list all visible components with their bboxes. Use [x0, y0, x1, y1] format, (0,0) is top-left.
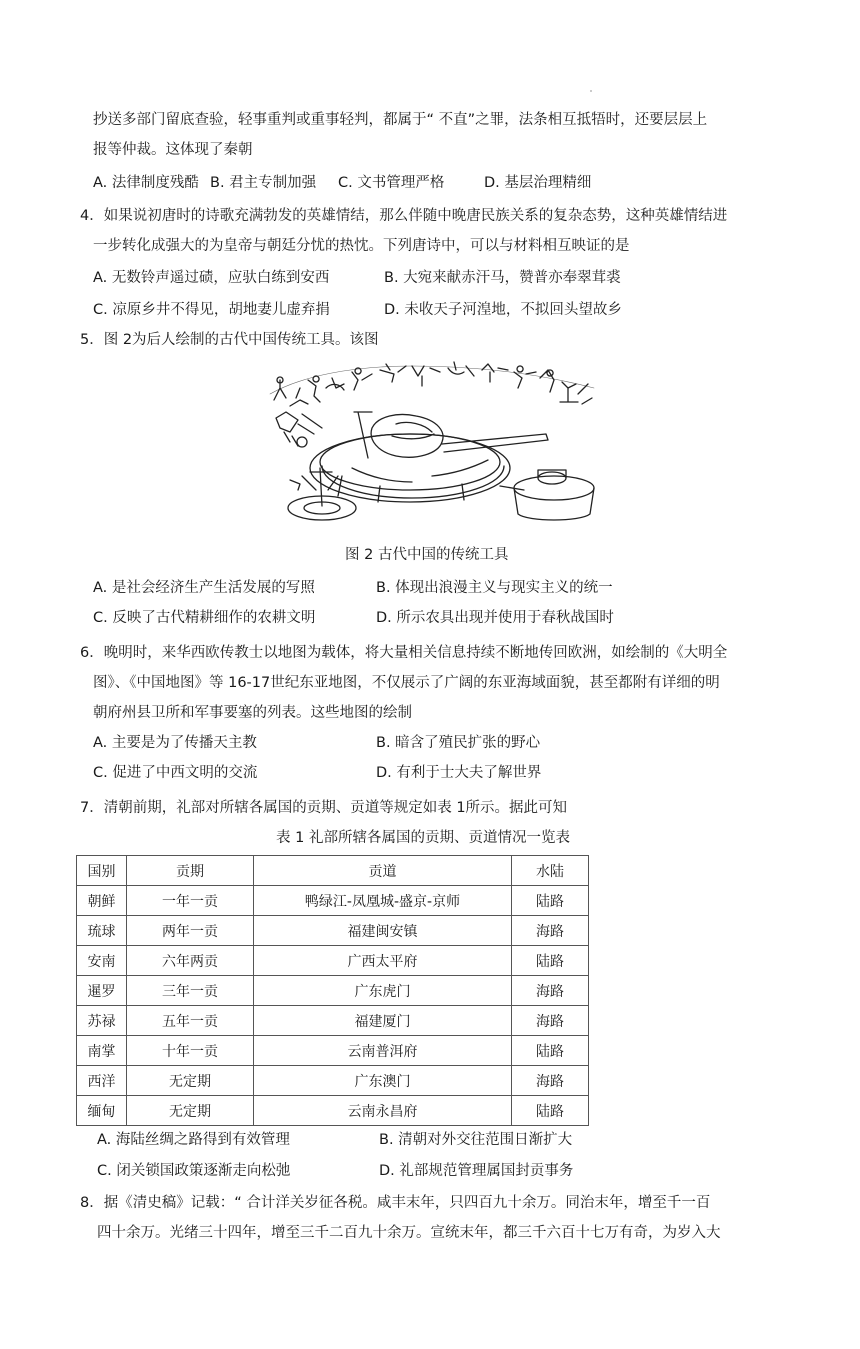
q7-option-d[interactable]: D. 礼部规范管理属国封贡事务	[379, 1163, 574, 1179]
table-cell: 苏禄	[77, 1006, 127, 1036]
table-header: 国别	[77, 856, 127, 886]
table-cell: 两年一贡	[127, 916, 254, 946]
table-header: 贡道	[254, 856, 512, 886]
q6-option-c[interactable]: C. 促进了中西文明的交流	[93, 765, 258, 781]
table-row	[77, 946, 589, 976]
q6-option-a[interactable]: A. 主要是为了传播天主教	[93, 735, 257, 751]
table-row	[77, 1006, 589, 1036]
q7-stem-line1: 7．清朝前期，礼部对所辖各属国的贡期、贡道等规定如表 1所示。据此可知	[80, 800, 568, 816]
q5-stem-line1: 5．图 2为后人绘制的古代中国传统工具。该图	[80, 332, 379, 348]
q5-option-a[interactable]: A. 是社会经济生产生活发展的写照	[93, 580, 315, 596]
table-cell: 陆路	[512, 946, 589, 976]
table-cell: 陆路	[512, 1036, 589, 1066]
q5-option-d[interactable]: D. 所示农具出现并使用于春秋战国时	[376, 610, 614, 626]
table-caption: 表 1 礼部所辖各属国的贡期、贡道情况一览表	[276, 830, 570, 846]
table-cell: 广西太平府	[254, 946, 512, 976]
table-cell: 十年一贡	[127, 1036, 254, 1066]
q6-stem-line3: 朝府州县卫所和军事要塞的列表。这些地图的绘制	[93, 705, 412, 721]
q8-stem-line2: 四十余万。光绪三十四年，增至三千二百九十余万。宣统末年，都三千六百十七万有奇，为岁入大	[97, 1225, 721, 1241]
q4-option-b[interactable]: B. 大宛来献赤汗马，赞普亦奉翠茸裘	[384, 270, 621, 286]
q6-option-d[interactable]: D. 有利于士大夫了解世界	[376, 765, 542, 781]
table-cell: 鸭绿江-凤凰城-盛京-京师	[254, 886, 512, 916]
q3-option-b[interactable]: B. 君主专制加强	[210, 175, 317, 191]
q3-stem-line2: 报等仲裁。这体现了秦朝	[93, 142, 253, 158]
table-cell: 无定期	[127, 1066, 254, 1096]
table-cell: 五年一贡	[127, 1006, 254, 1036]
q3-option-a[interactable]: A. 法律制度残酷	[93, 175, 199, 191]
table-cell: 西洋	[77, 1066, 127, 1096]
q4-option-d[interactable]: D. 未收天子河湟地，不拟回头望故乡	[384, 302, 622, 318]
table-cell: 海路	[512, 1006, 589, 1036]
table-cell: 无定期	[127, 1096, 254, 1126]
q6-option-b[interactable]: B. 暗含了殖民扩张的野心	[376, 735, 541, 751]
tool-cart-icon	[276, 412, 298, 432]
q4-stem-line1: 4．如果说初唐时的诗歌充满勃发的英雄情结，那么伴随中晚唐民族关系的复杂态势，这种英雄情结进	[80, 208, 728, 224]
table-cell: 海路	[512, 1066, 589, 1096]
q3-option-c[interactable]: C. 文书管理严格	[338, 175, 445, 191]
table-cell: 云南普洱府	[254, 1036, 512, 1066]
table-cell: 广东虎门	[254, 976, 512, 1006]
q5-option-c[interactable]: C. 反映了古代精耕细作的农耕文明	[93, 610, 316, 626]
table-header-row	[77, 856, 589, 886]
tribute-table	[76, 855, 589, 1126]
q7-option-c[interactable]: C. 闭关锁国政策逐渐走向松弛	[97, 1163, 291, 1179]
q3-option-d[interactable]: D. 基层治理精细	[484, 175, 592, 191]
table-cell: 琉球	[77, 916, 127, 946]
q7-option-a[interactable]: A. 海陆丝绸之路得到有效管理	[97, 1132, 290, 1148]
table-cell: 陆路	[512, 1096, 589, 1126]
q5-option-b[interactable]: B. 体现出浪漫主义与现实主义的统一	[376, 580, 613, 596]
table-header: 水陆	[512, 856, 589, 886]
table-cell: 南掌	[77, 1036, 127, 1066]
q7-option-b[interactable]: B. 清朝对外交往范围日渐扩大	[379, 1132, 573, 1148]
table-cell: 安南	[77, 946, 127, 976]
table-cell: 缅甸	[77, 1096, 127, 1126]
table-row	[77, 1036, 589, 1066]
q4-stem-line2: 一步转化成强大的为皇帝与朝廷分忧的热忱。下列唐诗中，可以与材料相互映证的是	[93, 238, 630, 254]
table-cell: 云南永昌府	[254, 1096, 512, 1126]
scan-speck	[590, 90, 592, 92]
table-cell: 六年两贡	[127, 946, 254, 976]
q4-option-c[interactable]: C. 凉原乡井不得见，胡地妻儿虚弃捐	[93, 302, 330, 318]
table-row	[77, 976, 589, 1006]
q4-option-a[interactable]: A. 无数铃声遥过碛，应驮白练到安西	[93, 270, 330, 286]
figure-caption: 图 2 古代中国的传统工具	[345, 547, 509, 563]
hand-quern-sketch	[500, 470, 594, 520]
table-header: 贡期	[127, 856, 254, 886]
q8-stem-line1: 8．据《清史稿》记载：“ 合计洋关岁征各税。咸丰末年，只四百九十余万。同治末年，增至千一百	[80, 1195, 711, 1211]
table-cell: 海路	[512, 976, 589, 1006]
table-row	[77, 916, 589, 946]
q3-stem-line1: 抄送多部门留底查验，轻事重判或重事轻判，都属于“ 不直”之罪，法条相互抵牾时，还要层层上	[93, 112, 708, 128]
table-cell: 福建闽安镇	[254, 916, 512, 946]
table-cell: 一年一贡	[127, 886, 254, 916]
table-cell: 三年一贡	[127, 976, 254, 1006]
table-cell: 暹罗	[77, 976, 127, 1006]
table-row	[77, 886, 589, 916]
table-cell: 朝鲜	[77, 886, 127, 916]
table-row	[77, 1066, 589, 1096]
table-row	[77, 1096, 589, 1126]
table-cell: 海路	[512, 916, 589, 946]
table-cell: 福建厦门	[254, 1006, 512, 1036]
farming-figures-sketch	[274, 362, 592, 406]
table-cell: 广东澳门	[254, 1066, 512, 1096]
traditional-tools-figure	[262, 358, 602, 530]
q6-stem-line2: 图》、《中国地图》等 16-17世纪东亚地图，不仅展示了广阔的东亚海域面貌，甚至都附有详细的明	[93, 675, 720, 691]
table-cell: 陆路	[512, 886, 589, 916]
q6-stem-line1: 6．晚明时，来华西欧传教士以地图为载体，将大量相关信息持续不断地传回欧洲，如绘制的《大明全	[80, 645, 728, 661]
